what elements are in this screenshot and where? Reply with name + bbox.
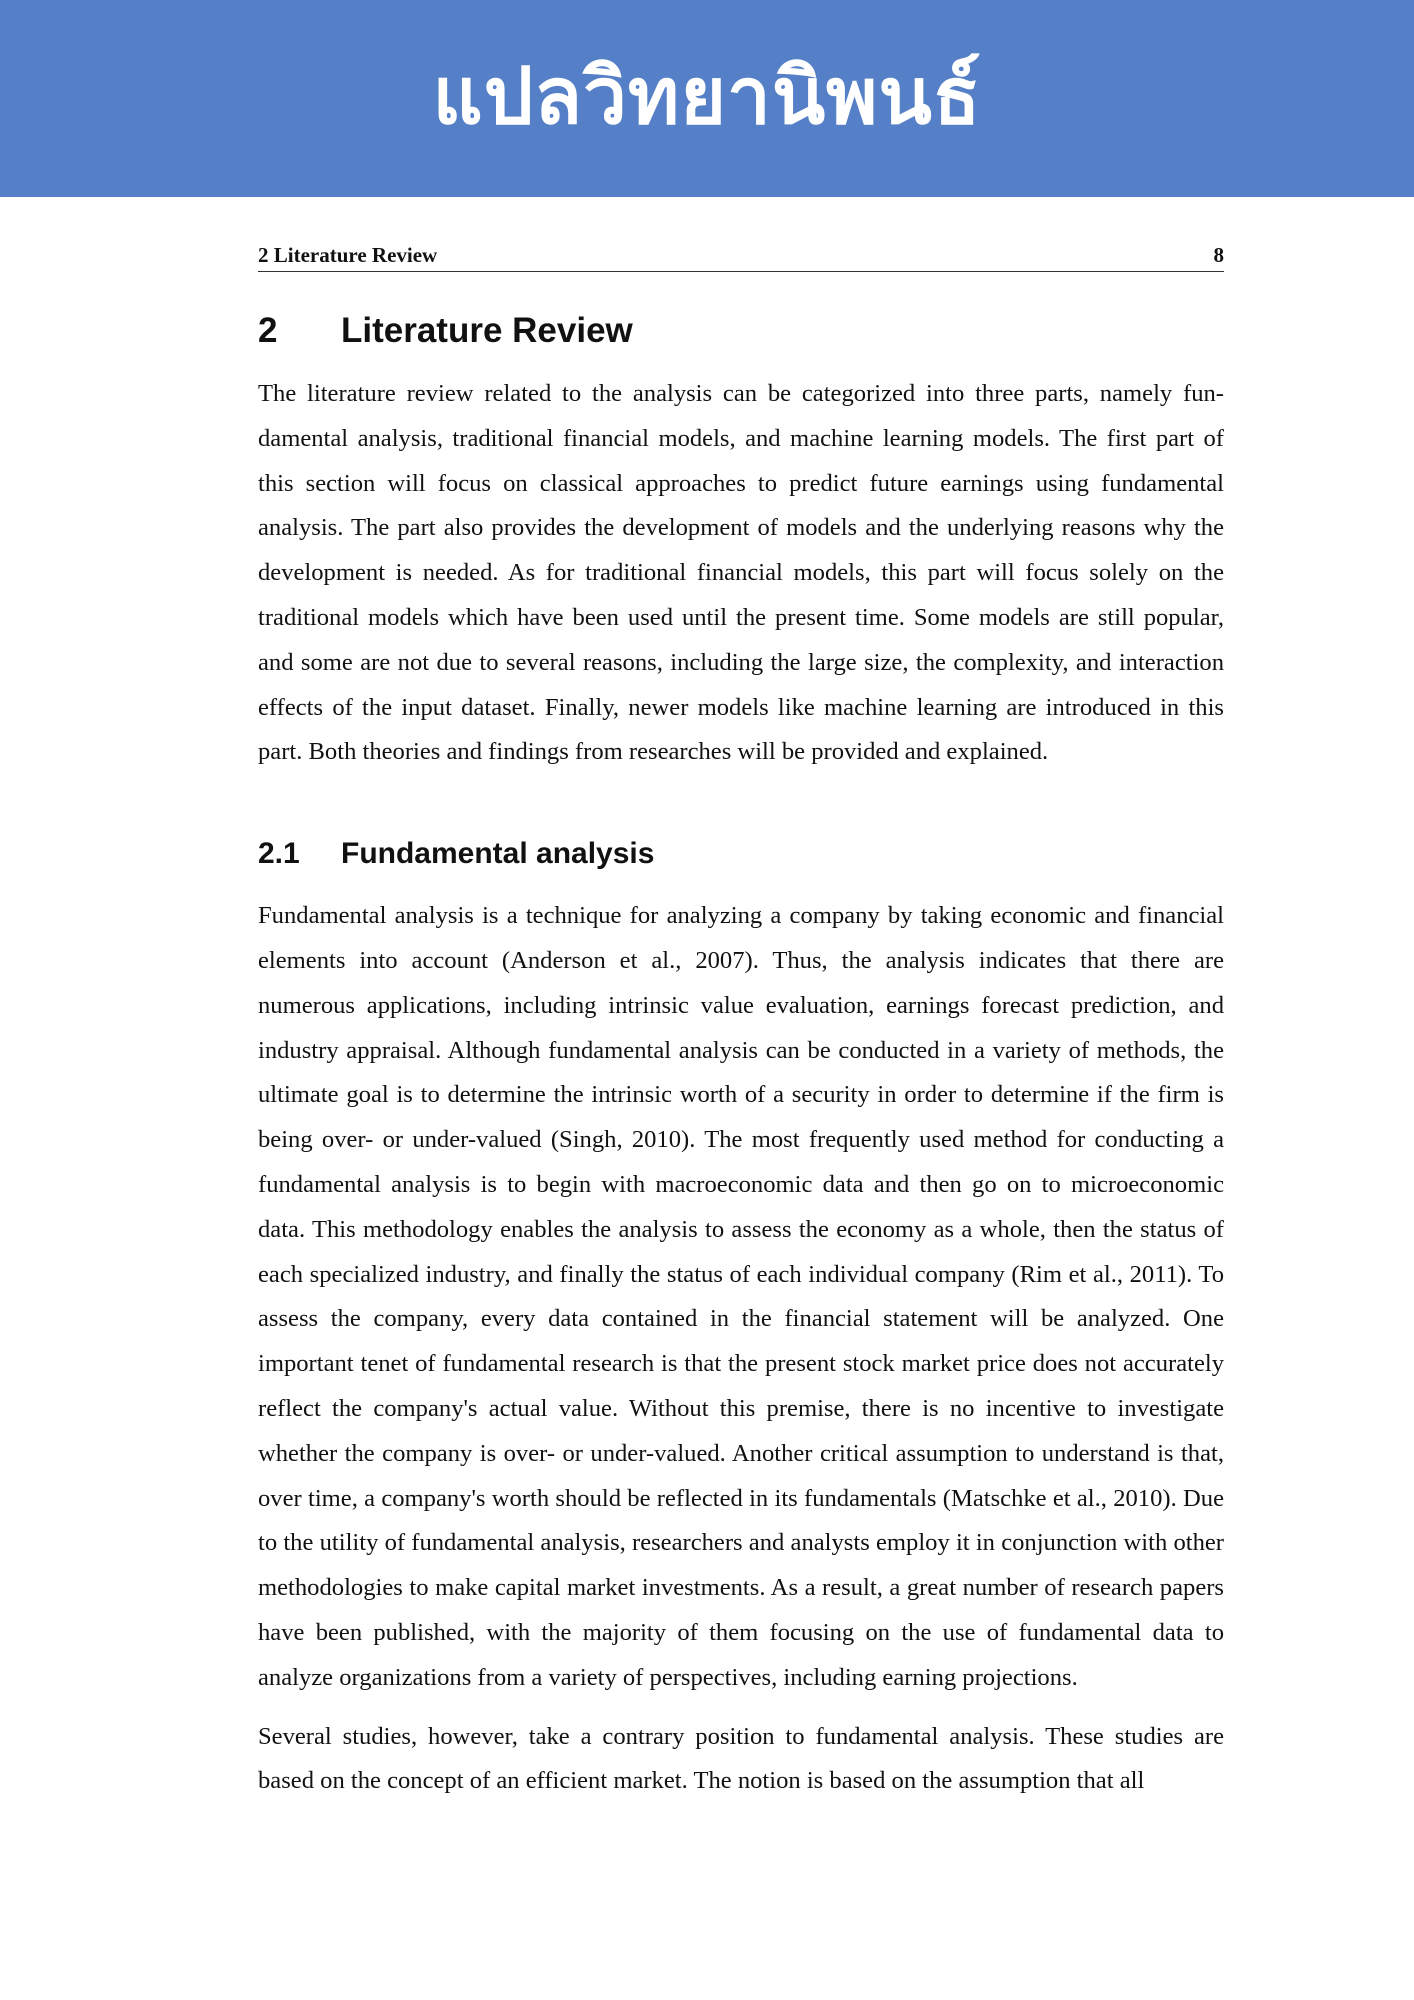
chapter-title: Literature Review: [341, 311, 633, 350]
chapter-number: 2: [258, 311, 278, 350]
document-page: [258, 238, 1224, 1804]
chapter-intro-paragraph: The literature review related to the analysis can be categorized into three parts, namely fundamental analysis, traditional financial models, and machine learning models. The first part of this section will focus on classical approaches to predict future earnings using fundamental analysis. The part also provides the development of models and the underlying reasons why the development is needed. As for traditional financial models, this part will focus solely on the traditional models which have been used until the present time. Some models are still popular, and some are not due to several reasons, including the large size, the complexity, and interaction effects of the input dataset. Finally, newer models like machine learning are introduced in this part. Both theories and findings from researches will be provided and explained.: [258, 380, 1224, 766]
running-header-chapter: 2 Literature Review: [258, 243, 438, 267]
section-heading: [258, 836, 1224, 872]
section-title: Fundamental analysis: [341, 837, 655, 871]
running-header: [258, 238, 1224, 272]
banner: [0, 0, 1414, 197]
banner-title: แปลวิทยานิพนธ์: [432, 51, 982, 142]
section-paragraph: Several studies, however, take a contrary position to fundamental analysis. These studies are based on the concept of an efficient market. The notion is based on the assumption that all: [258, 1722, 1224, 1795]
section-paragraph: Fundamental analysis is a technique for analyzing a company by taking economic and financial elements into account (Anderson et al., 2007). Thus, the analysis indicates that there are numerous applications, including intrinsic value evaluation, earnings forecast prediction, and industry appraisal. Although fundamental analysis can be conducted in a variety of methods, the ultimate goal is to determine the intrinsic worth of a security in order to determine if the firm is being over- or under-valued (Singh, 2010). The most frequently used method for conducting a fundamental analysis is to begin with macroeconomic data and then go on to microeconomic data. This methodology enables the analysis to assess the economy as a whole, then the status of each specialized industry, and finally the status of each individual company (Rim et al., 2011). To assess the company, every data contained in the financial statement will be analyzed. One important tenet of fundamental research is that the present stock market price does not accurately reflect the company's actual value. Without this premise, there is no incentive to investigate whether the company is over- or under-valued. Another critical assumption to understand is that, over time, a company's worth should be reflected in its fundamentals (Matschke et al., 2010). Due to the utility of fundamental analysis, researchers and analysts employ it in conjunction with other methodologies to make capital market investments. As a result, a great number of research papers have been published, with the majority of them focusing on the use of fundamental data to analyze organizations from a variety of perspectives, including earning projections.: [258, 902, 1224, 1691]
chapter-heading: [258, 310, 1224, 352]
running-header-page-number: 8: [1213, 243, 1224, 267]
section-number: 2.1: [258, 837, 300, 871]
